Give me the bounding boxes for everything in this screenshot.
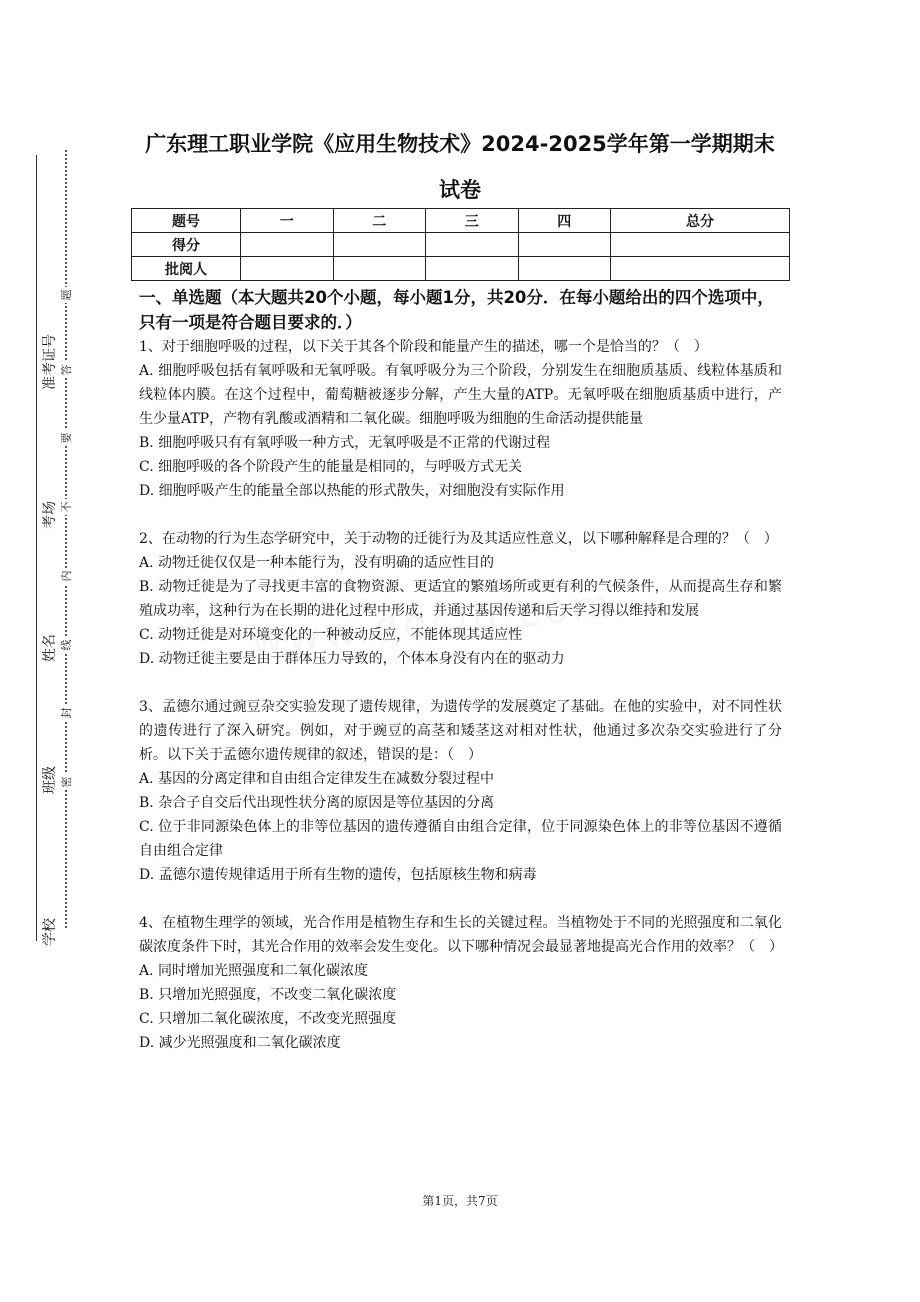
margin-solid-line	[36, 155, 37, 941]
question-option: C. 位于非同源染色体上的非等位基因的遗传遵循自由组合定律，位于同源染色体上的非等位基因不遵循自由组合定律	[139, 819, 782, 859]
seal-char: 要	[58, 430, 74, 446]
question-option: A. 基因的分离定律和自由组合定律发生在减数分裂过程中	[139, 771, 495, 787]
margin-field-school: 学校	[42, 918, 58, 946]
score-table-row-grader	[132, 257, 790, 281]
question-1	[139, 335, 782, 503]
score-table-cell	[611, 233, 790, 257]
section-heading: 一、单选题（本大题共20个小题，每小题1分，共20分．在每小题给出的四个选项中，只有一项是符合题目要求的．）	[139, 288, 774, 332]
question-option: A. 细胞呼吸包括有氧呼吸和无氧呼吸。有氧呼吸分为三个阶段，分别发生在细胞质基质、线粒体基质和线粒体内膜。在这个过程中，葡萄糖被逐步分解，产生大量的ATP。无氧呼吸在细胞质基质中进行，产生少量ATP，产物有乳酸或酒精和二氧化碳。细胞呼吸为细胞的生命活动提供能量	[139, 363, 782, 427]
score-table-cell	[611, 257, 790, 281]
seal-char: 封	[58, 705, 74, 721]
score-table-cell	[333, 257, 426, 281]
question-option: B. 动物迁徙是为了寻找更丰富的食物资源、更适宜的繁殖场所或更有利的气候条件，从而提高生存和繁殖成功率，这种行为在长期的进化过程中形成，并通过基因传递和后天学习得以维持和发展	[139, 579, 782, 619]
score-table-cell	[426, 257, 519, 281]
score-table-cell	[518, 233, 611, 257]
question-option: B. 细胞呼吸只有有氧呼吸一种方式，无氧呼吸是不正常的代谢过程	[139, 435, 551, 451]
question-2	[139, 527, 782, 671]
question-option: D. 减少光照强度和二氧化碳浓度	[139, 1035, 341, 1051]
margin-field-exam-room: 考场	[42, 501, 58, 529]
exam-title-line-2: 试卷	[439, 178, 481, 202]
question-option: B. 杂合子自交后代出现性状分离的原因是等位基因的分离	[139, 795, 495, 811]
question-option: A. 同时增加光照强度和二氧化碳浓度	[139, 963, 369, 979]
question-stem: 1、对于细胞呼吸的过程，以下关于其各个阶段和能量产生的描述，哪一个是恰当的？（ ）	[139, 339, 708, 355]
score-table-cell	[518, 257, 611, 281]
question-option: D. 细胞呼吸产生的能量全部以热能的形式散失，对细胞没有实际作用	[139, 483, 565, 499]
question-option: C. 只增加二氧化碳浓度，不改变光照强度	[139, 1011, 397, 1027]
seal-char: 密	[58, 774, 74, 790]
seal-char: 不	[58, 499, 74, 515]
question-option: D. 孟德尔遗传规律适用于所有生物的遗传，包括原核生物和病毒	[139, 867, 537, 883]
score-table-cell: 三	[426, 209, 519, 233]
question-option: A. 动物迁徙仅仅是一种本能行为，没有明确的适应性目的	[139, 555, 495, 571]
score-table-cell: 一	[241, 209, 334, 233]
score-table-cell: 批阅人	[132, 257, 241, 281]
score-table-cell: 题号	[132, 209, 241, 233]
question-stem: 3、孟德尔通过豌豆杂交实验发现了遗传规律，为遗传学的发展奠定了基础。在他的实验中，对不同性状的遗传进行了深入研究。例如，对于豌豆的高茎和矮茎这对相对性状，他通过多次杂交实验进行了分析。以下关于孟德尔遗传规律的叙述，错误的是：（ ）	[139, 699, 782, 763]
score-table-row-score	[132, 233, 790, 257]
seal-char: 答	[58, 362, 74, 378]
question-option: C. 动物迁徙是对环境变化的一种被动反应，不能体现其适应性	[139, 627, 523, 643]
margin-dotted-seal-line	[65, 150, 67, 928]
score-table-cell: 得分	[132, 233, 241, 257]
margin-field-name: 姓名	[42, 634, 58, 662]
score-table-header-row	[132, 209, 790, 233]
score-table-cell	[333, 233, 426, 257]
question-option: C. 细胞呼吸的各个阶段产生的能量是相同的，与呼吸方式无关	[139, 459, 523, 475]
margin-field-exam-number: 准考证号	[42, 334, 58, 390]
score-table-cell: 四	[518, 209, 611, 233]
score-table-cell	[241, 257, 334, 281]
score-table-cell	[241, 233, 334, 257]
seal-char: 题	[58, 287, 74, 303]
seal-char: 线	[58, 637, 74, 653]
score-table	[131, 208, 790, 281]
score-table-cell: 总分	[611, 209, 790, 233]
exam-content	[139, 285, 782, 1055]
score-table-cell	[426, 233, 519, 257]
score-table-cell: 二	[333, 209, 426, 233]
page-footer: 第1页，共7页	[422, 1194, 498, 1208]
margin-field-class: 班级	[42, 766, 58, 794]
question-option: B. 只增加光照强度，不改变二氧化碳浓度	[139, 987, 397, 1003]
question-3	[139, 695, 782, 887]
question-stem: 4、在植物生理学的领域，光合作用是植物生存和生长的关键过程。当植物处于不同的光照强度和二氧化碳浓度条件下时，其光合作用的效率会发生变化。以下哪种情况会最显著地提高光合作用的效率？（ ）	[139, 915, 783, 955]
question-stem: 2、在动物的行为生态学研究中，关于动物的迁徙行为及其适应性意义，以下哪种解释是合理的？（ ）	[139, 531, 778, 547]
seal-char: 内	[58, 568, 74, 584]
question-option: D. 动物迁徙主要是由于群体压力导致的，个体本身没有内在的驱动力	[139, 651, 565, 667]
question-4	[139, 911, 782, 1055]
exam-title-line-1: 广东理工职业学院《应用生物技术》2024-2025学年第一学期期末	[145, 132, 775, 156]
